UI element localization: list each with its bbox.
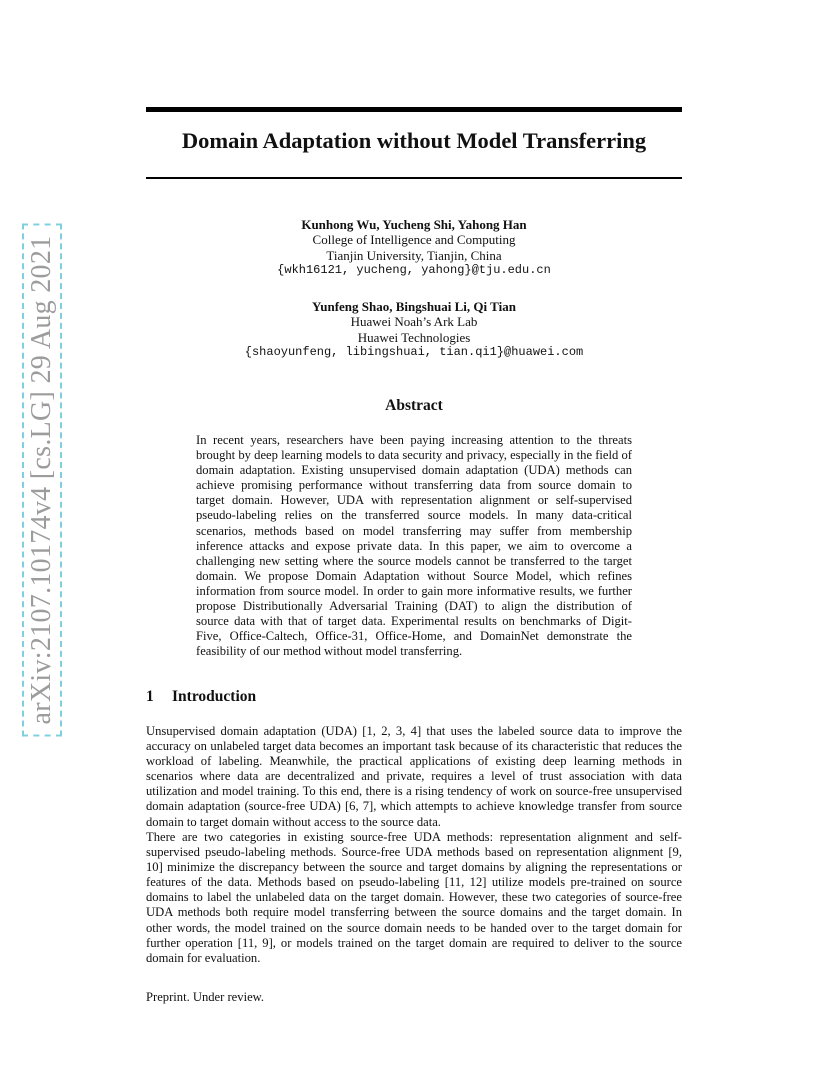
intro-paragraph-2: There are two categories in existing source-free UDA methods: representation alignment and self-supervised pseudo-labeling methods. Source-free UDA methods based on representation alignment [9, 10] minimize the discrepancy between the source and target domains by aligning the representations or features of the data. Methods based on pseudo-labeling [11, 12] utilize models pre-trained on source domains to label the unlabeled data on the target domain. However, these two categories of source-free UDA methods both require model transferring between the source domains and the target domain. In other words, the model trained on the source domain needs to be handed over to the target domain for further operation [11, 9], or models trained on the target domain are required to deliver to the source domain for evaluation. [146, 830, 682, 965]
abstract-heading: Abstract [385, 397, 443, 414]
author-affiliation: Huawei Noah’s Ark Lab [350, 314, 478, 330]
author-names: Yunfeng Shao, Bingshuai Li, Qi Tian [312, 299, 516, 314]
arxiv-stamp[interactable]: arXiv:2107.10174v4 [cs.LG] 29 Aug 2021 [22, 224, 62, 737]
author-email[interactable]: {shaoyunfeng, libingshuai, tian.qi1}@huawei.com [244, 344, 584, 359]
author-affiliation: Huawei Technologies [357, 329, 471, 345]
intro-paragraph-1: Unsupervised domain adaptation (UDA) [1, 2, 3, 4] that uses the labeled source data to improve the accuracy on unlabeled target data becomes an important task because of its characteristic that reduces the workload of labeling. Meanwhile, the practical applications of existing deep learning methods in scenarios where data are decentralized and private, requires a level of trust association with data utilization and model training. To this end, there is a rising tendency of work on source-free unsupervised domain adaptation (source-free UDA) [6, 7], which attempts to achieve knowledge transfer from source domain to target domain without access to the source data. [146, 724, 682, 829]
author-affiliation: Tianjin University, Tianjin, China [326, 247, 502, 263]
section-number: 1 [146, 688, 154, 705]
section-heading-introduction [146, 688, 256, 706]
author-block-1 [146, 217, 682, 278]
author-affiliation: College of Intelligence and Computing [312, 232, 516, 248]
abstract-body: In recent years, researchers have been paying increasing attention to the threats brought by deep learning models to data security and privacy, especially in the field of domain adaptation. Existing unsupervised domain adaptation (UDA) methods can achieve promising performance without transferring data from source domain to target domain. However, UDA with representation alignment or self-supervised pseudo-labeling relies on the transferred source models. In many data-critical scenarios, methods based on model transferring may suffer from membership inference attacks and expose private data. In this paper, we aim to overcome a challenging new setting where the source models cannot be transferred to the target domain. We propose Domain Adaptation without Source Model, which refines information from source model. In order to gain more informative results, we further propose Distributionally Adversarial Training (DAT) to align the distribution of source data with that of target data. Experimental results on benchmarks of Digit-Five, Office-Caltech, Office-31, Office-Home, and DomainNet demonstrate the feasibility of our method without model transferring. [196, 433, 632, 659]
title-rule-bottom [146, 177, 682, 179]
title-rule-top [146, 107, 682, 112]
page-footer: Preprint. Under review. [146, 990, 265, 1004]
author-names: Kunhong Wu, Yucheng Shi, Yahong Han [301, 217, 527, 232]
author-block-2 [146, 299, 682, 360]
section-title: Introduction [172, 688, 257, 705]
author-email[interactable]: {wkh16121, yucheng, yahong}@tju.edu.cn [277, 262, 551, 277]
paper-title: Domain Adaptation without Model Transferring [181, 128, 647, 153]
